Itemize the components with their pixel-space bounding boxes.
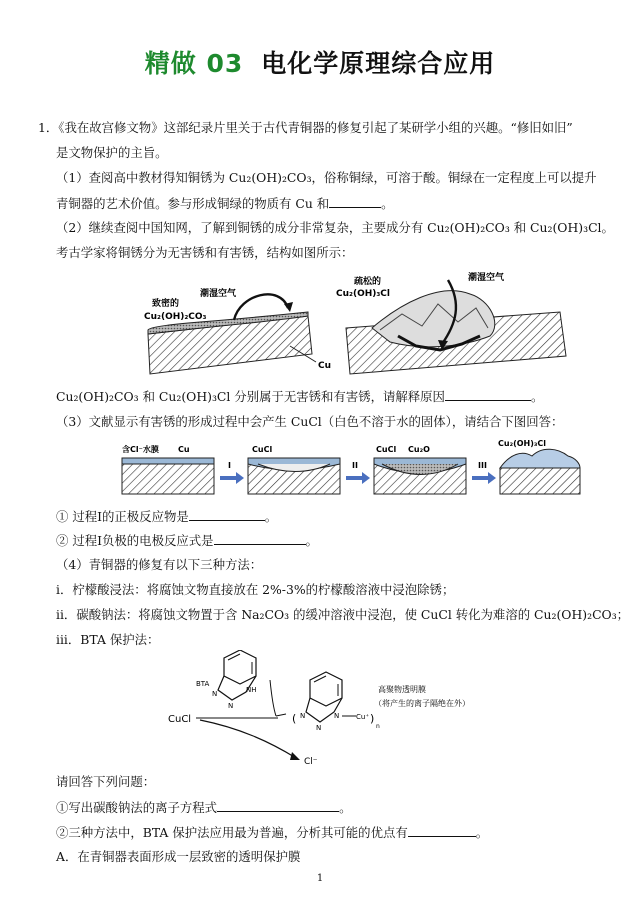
bta-n-1: N [212, 690, 218, 698]
part2-line-3-text: Cu₂(OH)₂CO₃ 和 Cu₂(OH)₃Cl 分别属于无害锈和有害锈，请解释原因 [56, 389, 445, 404]
chloride-label: Cl⁻ [304, 757, 318, 767]
part4-line-1: （4）青铜器的修复有以下三种方法： [56, 557, 263, 572]
title-tag: 精做 03 [144, 49, 244, 78]
harmful-rust-process-figure [118, 436, 582, 500]
answer-blank-3[interactable] [189, 508, 265, 521]
stage1-copper [122, 464, 214, 494]
part2-line-3 [56, 388, 543, 405]
step1-arrow [220, 472, 244, 484]
answer-blank-5[interactable] [217, 799, 339, 812]
cucl-label: CuCl [168, 714, 192, 725]
left-label-dense: 致密的 [152, 299, 180, 309]
method-iii: iii．BTA 保护法： [56, 632, 160, 647]
part2-line-2: 考古学家将铜锈分为无害锈和有害锈，结构如图所示： [56, 245, 354, 260]
stage1-film-label: 含Cl⁻水膜 [122, 445, 159, 454]
q1-intro-line-2: 是文物保护的主旨。 [56, 145, 168, 160]
answer-blank-6[interactable] [408, 824, 476, 837]
step3-label: III [478, 461, 487, 470]
stage1-cu-label: Cu [178, 445, 190, 454]
part3-question-1-text: ① 过程Ⅰ的正极反应物是 [56, 509, 189, 524]
bta-benzene-ring [224, 650, 256, 684]
answer-blank-4[interactable] [214, 532, 306, 545]
right-label-formula: Cu₂(OH)₃Cl [336, 289, 390, 299]
film-label-1: 高聚物透明膜 [378, 685, 426, 694]
step2-arrow [346, 472, 370, 484]
right-label-loose: 疏松的 [354, 277, 382, 287]
part3-line-1: （3）文献显示有害锈的形成过程中会产生 CuCl（白色不溶于水的固体），请结合下图回答： [56, 414, 564, 429]
left-air-label: 潮湿空气 [200, 289, 237, 299]
option-a: A．在青铜器表面形成一层致密的透明保护膜 [56, 849, 301, 864]
part1-line-2 [56, 195, 394, 212]
stage1-water-film [122, 458, 214, 464]
step2-label: II [352, 461, 358, 470]
stage4-rust [500, 449, 580, 468]
method-i: i．柠檬酸浸法：将腐蚀文物直接放在 2%-3%的柠檬酸溶液中浸泡除锈； [56, 582, 455, 597]
bta-protection-figure [160, 650, 520, 770]
film-label-2: （将产生的离子隔绝在外） [374, 699, 470, 708]
ask-question-1 [56, 799, 351, 816]
bta-nh: NH [246, 686, 257, 694]
polymer-n-3: N [334, 712, 340, 720]
page-title [0, 44, 640, 80]
bta-label: BTA [196, 680, 210, 688]
stage3-cu2o-label: Cu₂O [408, 445, 430, 454]
ask-question-1-text: ①写出碳酸钠法的离子方程式 [56, 800, 218, 815]
part3-question-1 [56, 508, 277, 525]
step1-label: I [228, 461, 231, 470]
q1-intro-line-1: 1．《我在故宫修文物》这部纪录片里关于古代青铜器的修复引起了某研学小组的兴趣。“修旧如旧” [38, 120, 573, 135]
polymer-subscript: n [376, 723, 380, 730]
part3-question-2-text: ② 过程Ⅰ负极的电极反应式是 [56, 533, 214, 548]
step3-arrow [472, 472, 496, 484]
part2-line-3-end: 。 [530, 389, 544, 404]
stage3-cucl-label: CuCl [376, 445, 397, 454]
chloride-arrow [200, 720, 296, 758]
answer-blank-1[interactable] [329, 195, 381, 208]
bta-input-arrow [270, 680, 276, 716]
ask-line: 请回答下列问题： [56, 774, 156, 789]
product-arrow-stem [276, 714, 286, 716]
left-label-formula: Cu₂(OH)₂CO₃ [144, 312, 207, 322]
cu-plus-label: Cu⁺ [356, 713, 370, 721]
chloride-arrow-head [290, 752, 300, 760]
ask-question-2 [56, 824, 488, 841]
page-number: 1 [316, 873, 324, 884]
part1-line-2-end: 。 [381, 196, 394, 211]
polymer-right-bracket: ) [370, 712, 375, 725]
polymer-left-bracket: ( [292, 712, 297, 725]
part3-question-2 [56, 532, 318, 549]
title-main: 电化学原理综合应用 [261, 49, 496, 78]
stage2-label: CuCl [252, 445, 273, 454]
part1-line-1: （1）查阅高中教材得知铜锈为 Cu₂(OH)₂CO₃，俗称铜绿，可溶于酸。铜绿在一定程度上可以提升 [56, 170, 597, 185]
cu-label: Cu [318, 361, 332, 371]
method-ii: ii．碳酸钠法：将腐蚀文物置于含 Na₂CO₃ 的缓冲溶液中浸泡，使 CuCl 转化为难溶的 Cu₂(OH)₂CO₃； [56, 607, 630, 622]
rust-structure-figure [140, 264, 580, 380]
right-air-label: 潮湿空气 [468, 273, 505, 283]
polymer-benzene-ring [310, 672, 342, 706]
ask-question-1-end: 。 [339, 800, 352, 815]
polymer-n-1: N [300, 712, 306, 720]
stage4-copper [500, 468, 580, 494]
part3-question-1-end: 。 [264, 509, 278, 524]
part3-question-2-end: 。 [305, 533, 318, 548]
part2-line-1: （2）继续查阅中国知网，了解到铜锈的成分非常复杂，主要成分有 Cu₂(OH)₂CO₃ 和 Cu₂(OH)₃Cl。 [56, 220, 614, 235]
part1-line-2-text: 青铜器的艺术价值。参与形成铜绿的物质有 Cu 和 [56, 196, 330, 211]
polymer-n-2: N [316, 724, 322, 732]
stage4-label: Cu₂(OH)₃Cl [498, 439, 546, 448]
answer-blank-2[interactable] [445, 388, 531, 401]
ask-question-2-text: ②三种方法中，BTA 保护法应用最为普遍，分析其可能的优点有 [56, 825, 408, 840]
ask-question-2-end: 。 [475, 825, 489, 840]
bta-n-2: N [228, 702, 234, 710]
